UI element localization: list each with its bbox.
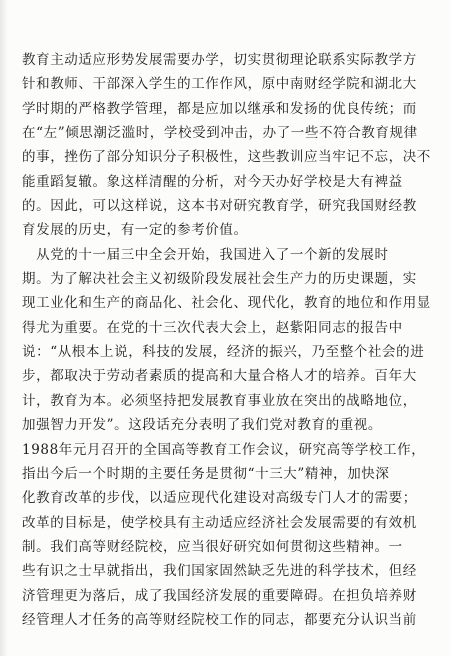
text-line: 的事，挫伤了部分知识分子积极性，这些教训应当牢记不忘，决不	[22, 149, 431, 166]
text-line: 从党的十一届三中全会开始，我国进入了一个新的发展时	[22, 246, 389, 263]
text-line: 说：“从根本上说，科技的发展，经济的振兴，乃至整个社会的进	[22, 344, 425, 361]
text-line: 些有识之士早就指出，我们国家固然缺乏先进的科学技术，但经	[22, 563, 417, 580]
text-line: 计，教育为本。必须坚持把发展教育事业放在突出的战略地位，	[22, 392, 417, 409]
text-line: 经管理人才任务的高等财经院校工作的同志，都要充分认识当前	[22, 611, 417, 628]
text-line: 指出今后一个时期的主要任务是贯彻“十三大”精神，加快深	[22, 465, 390, 482]
text-line: 改革的目标是，使学校具有主动适应经济社会发展需要的有效机	[22, 514, 417, 531]
text-line: 在“左”倾思潮泛滥时，学校受到冲击，办了一些不符合教育规律	[22, 125, 418, 142]
text-line: 步，都取决于劳动者素质的提高和大量合格人才的培养。百年大	[22, 368, 417, 385]
text-line: 育发展的历史，有一定的参考价值。	[22, 222, 248, 239]
body-text	[22, 48, 434, 632]
text-line: 加强智力开发”。这段话充分表明了我们党对教育的重视。	[22, 417, 383, 434]
text-line: 得尤为重要。在党的十三次代表大会上，赵紫阳同志的报告中	[22, 319, 403, 336]
text-line: 的。因此，可以这样说，这本书对研究教育学，研究我国财经教	[22, 198, 417, 215]
text-line: 学时期的严格教学管理，都是应加以继承和发扬的优良传统；而	[22, 100, 417, 117]
text-line: 现工业化和生产的商品化、社会化、现代化，教育的地位和作用显	[22, 295, 431, 312]
text-line: 1988年元月召开的全国高等教育工作会议，研究高等学校工作，	[22, 441, 426, 458]
text-line: 制。我们高等财经院校，应当很好研究如何贯彻这些精神。一	[22, 538, 403, 555]
text-line: 期。为了解决社会主义初级阶段发展社会生产力的历史课题，实	[22, 271, 417, 288]
page-gutter-shadow	[0, 0, 8, 656]
text-line: 化教育改革的步伐，以适应现代化建设对高级专门人才的需要；	[22, 490, 417, 507]
text-line: 教育主动适应形势发展需要办学，切实贯彻理论联系实际教学方	[22, 52, 417, 68]
text-line: 能重蹈复辙。象这样清醒的分析，对今天办好学校是大有裨益	[22, 173, 403, 190]
text-line: 济管理更为落后，成了我国经济发展的重要障碍。在担负培养财	[22, 587, 417, 604]
text-line: 针和教师、干部深入学生的工作作风，原中南财经学院和湖北大	[22, 76, 417, 93]
